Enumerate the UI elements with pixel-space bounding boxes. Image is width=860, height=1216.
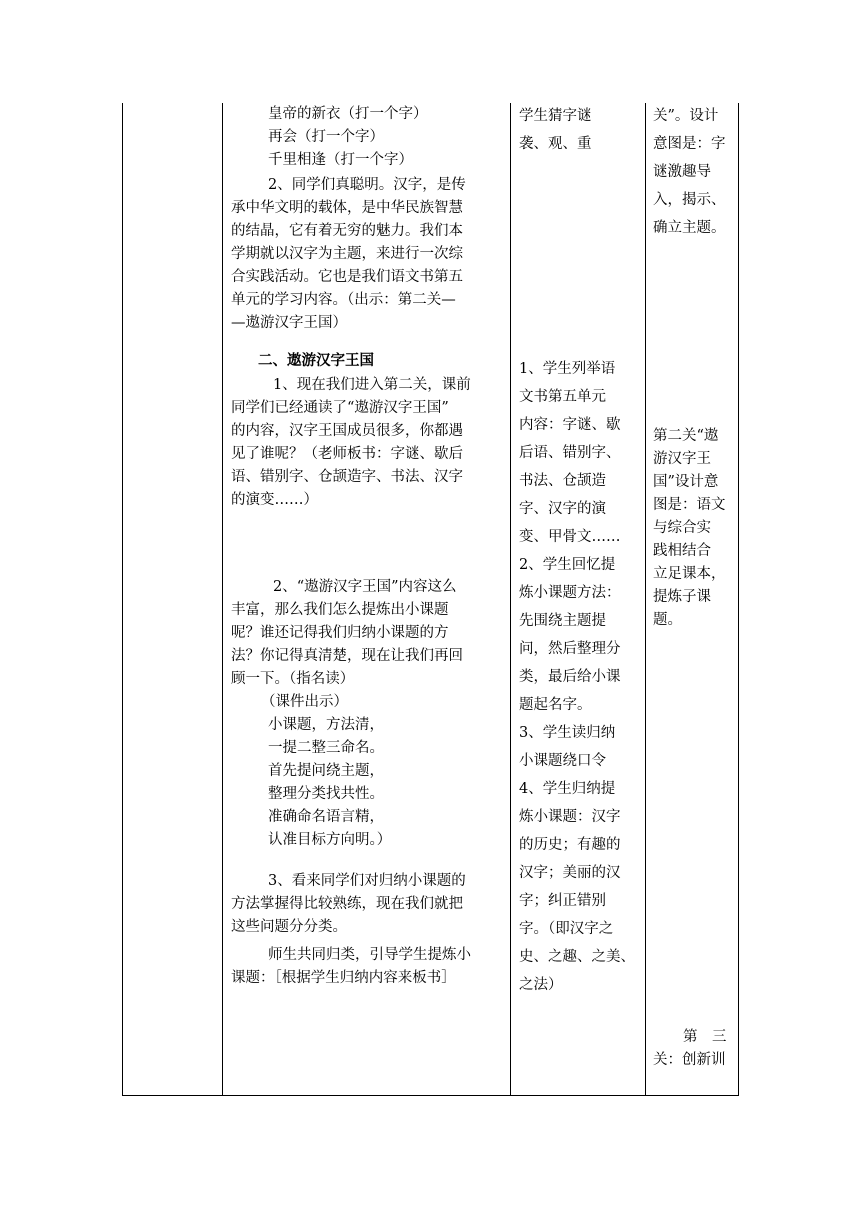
paragraph-line: 见了谁呢？（老师板书：字谜、歇后 — [231, 446, 463, 462]
student-line: 书法、仓颉造 — [519, 473, 606, 489]
intent-line: 提炼子课 — [653, 589, 711, 605]
student-line: 类，最后给小课 — [519, 669, 621, 685]
column-divider — [738, 103, 739, 1095]
column-1-empty — [123, 103, 222, 1095]
intent-line: 践相结合 — [653, 543, 711, 559]
student-line: 内容：字谜、歇 — [519, 417, 621, 433]
paragraph-line: 的演变……） — [231, 492, 318, 508]
intent-line: 与综合实 — [653, 520, 711, 536]
poem-line: 小课题，方法清， — [268, 717, 384, 733]
student-line: 后语、错别字、 — [519, 445, 621, 461]
paragraph-line: 2、“遨游汉字王国”内容这么 — [273, 579, 457, 595]
paragraph-line: 单元的学习内容。（出示：第二关— — [231, 292, 456, 308]
design-intent-column — [646, 103, 738, 1095]
student-line: 变、甲骨文…… — [519, 529, 621, 545]
paragraph-line: 课题：［根据学生归纳内容来板书］ — [231, 970, 456, 986]
student-activity-column — [511, 103, 645, 1095]
paragraph-line: 2、同学们真聪明。汉字，是传 — [268, 177, 466, 193]
student-line: 文书第五单元 — [519, 389, 606, 405]
poem-line: 准确命名语言精， — [268, 809, 384, 825]
paragraph-line: 1、现在我们进入第二关，课前 — [273, 377, 471, 393]
poem-line: 一提二整三命名。 — [268, 740, 384, 756]
student-line: 字。（即汉字之 — [519, 921, 614, 937]
intent-line: 关：创新训 — [653, 1052, 726, 1068]
student-line: 先围绕主题提 — [519, 613, 606, 629]
intent-line: 确立主题。 — [653, 220, 726, 236]
paragraph-line: 法？你记得真清楚，现在让我们再回 — [231, 648, 463, 664]
student-line: 汉字；美丽的汉 — [519, 865, 621, 881]
riddle-line: 千里相逢（打一个字） — [268, 152, 413, 168]
student-line: 史、之趣、之美、 — [519, 949, 635, 965]
student-line: 炼小课题：汉字 — [519, 809, 621, 825]
paragraph-line: 顾一下。（指名读） — [231, 671, 355, 687]
paragraph-line: 合实践活动。它也是我们语文书第五 — [231, 269, 463, 285]
paragraph-line: 学期就以汉字为主题，来进行一次综 — [231, 246, 463, 262]
paragraph-line: —遨游汉字王国） — [231, 315, 347, 331]
paragraph-line: 呢？谁还记得我们归纳小课题的方 — [231, 625, 449, 641]
intent-line: 图是：语文 — [653, 497, 726, 513]
courseware-note: （课件出示） — [261, 694, 348, 710]
paragraph-line: 丰富，那么我们怎么提炼出小课题 — [231, 602, 449, 618]
paragraph-line: 的结晶，它有着无穷的魅力。我们本 — [231, 223, 463, 239]
student-line: 之法） — [519, 977, 563, 993]
student-line: 字、汉字的演 — [519, 501, 606, 517]
student-line: 字；纠正错别 — [519, 893, 606, 909]
intent-line: 国”设计意 — [653, 474, 719, 490]
paragraph-line: 3、看来同学们对归纳小课题的 — [268, 873, 466, 889]
paragraph-line: 这些问题分分类。 — [231, 919, 347, 935]
intent-line: 关”。设计 — [653, 108, 719, 124]
student-line: 袭、观、重 — [519, 136, 592, 152]
intent-line: 第二关“遨 — [653, 428, 719, 444]
student-line: 3、学生读归纳 — [519, 725, 616, 741]
student-line: 学生猜字谜 — [519, 108, 592, 124]
paragraph-line: 承中华文明的载体，是中华民族智慧 — [231, 200, 463, 216]
student-line: 炼小课题方法： — [519, 585, 621, 601]
teacher-activity-column — [223, 103, 510, 1095]
lesson-plan-table — [122, 103, 739, 1096]
student-line: 问，然后整理分 — [519, 641, 621, 657]
riddle-line: 皇帝的新衣（打一个字） — [268, 106, 428, 122]
intent-line: 题。 — [653, 612, 682, 628]
paragraph-line: 语、错别字、仓颉造字、书法、汉字 — [231, 469, 463, 485]
intent-line: 第 三 — [683, 1029, 727, 1045]
student-line: 的历史；有趣的 — [519, 837, 621, 853]
intent-line: 入，揭示、 — [653, 192, 726, 208]
poem-line: 认准目标方向明。） — [268, 832, 392, 848]
paragraph-line: 方法掌握得比较熟练，现在我们就把 — [231, 896, 463, 912]
student-line: 1、学生列举语 — [519, 361, 616, 377]
intent-line: 谜激趣导 — [653, 164, 711, 180]
student-line: 2、学生回忆提 — [519, 557, 616, 573]
student-line: 4、学生归纳提 — [519, 781, 616, 797]
intent-line: 游汉字王 — [653, 451, 711, 467]
paragraph-line: 师生共同归类，引导学生提炼小 — [268, 947, 471, 963]
intent-line: 意图是：字 — [653, 136, 726, 152]
section-title: 二、遨游汉字王国 — [258, 352, 374, 369]
student-line: 小课题绕口令 — [519, 753, 606, 769]
student-line: 题起名字。 — [519, 697, 592, 713]
poem-line: 整理分类找共性。 — [268, 786, 384, 802]
paragraph-line: 的内容，汉字王国成员很多，你都遇 — [231, 423, 463, 439]
poem-line: 首先提问绕主题， — [268, 763, 384, 779]
intent-line: 立足课本， — [653, 566, 726, 582]
paragraph-line: 同学们已经通读了“遨游汉字王国” — [231, 400, 449, 416]
riddle-line: 再会（打一个字） — [268, 129, 384, 145]
